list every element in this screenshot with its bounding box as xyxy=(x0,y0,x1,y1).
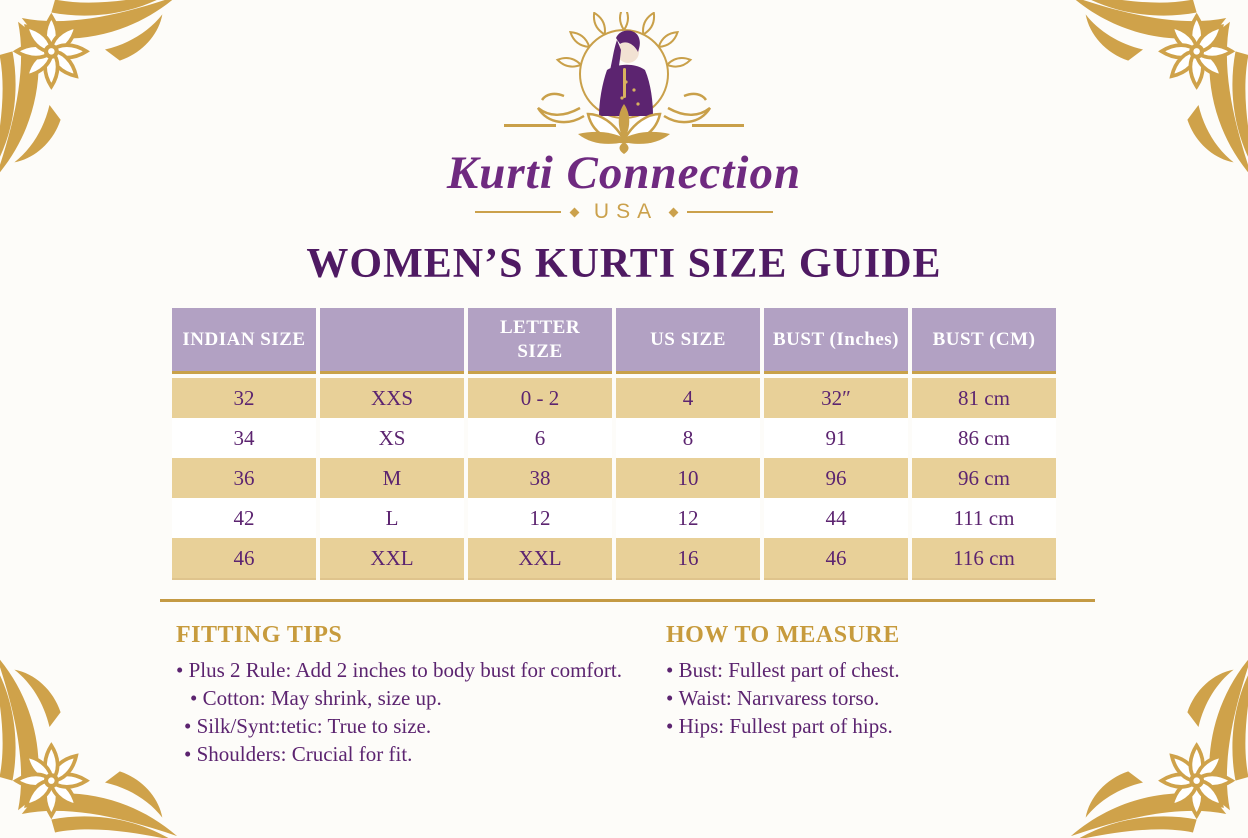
table-row xyxy=(172,538,1056,580)
table-row xyxy=(172,458,1056,498)
table-cell: 34 xyxy=(172,418,316,458)
header-indian-size: INDIAN SIZE xyxy=(172,308,316,374)
fitting-tip-item: • Shoulders: Crucial for fit. xyxy=(184,740,676,768)
table-cell: 44 xyxy=(764,498,908,538)
table-cell: 86 cm xyxy=(912,418,1056,458)
table-cell: 91 xyxy=(764,418,908,458)
page-title: WOMEN’S KURTI SIZE GUIDE xyxy=(306,241,942,287)
brand-wordmark: Kurti Connection xyxy=(446,147,802,199)
how-to-measure-title: HOW TO MEASURE xyxy=(666,622,900,648)
table-cell: 96 cm xyxy=(912,458,1056,498)
table-cell: 32″ xyxy=(764,378,908,418)
table-cell: 46 xyxy=(764,538,908,580)
table-body xyxy=(172,378,1056,580)
left-rule xyxy=(475,211,561,213)
measure-item: • Bust: Fullest part of chest. xyxy=(666,656,1106,684)
table-row xyxy=(172,418,1056,458)
table-cell: 6 xyxy=(468,418,612,458)
table-cell: 42 xyxy=(172,498,316,538)
table-cell: 38 xyxy=(468,458,612,498)
diamond-icon xyxy=(569,207,579,217)
fitting-tips-section xyxy=(176,622,676,768)
fitting-tips-list xyxy=(176,656,676,768)
table-cell: XXL xyxy=(468,538,612,580)
header-bust-cm: BUST (CM) xyxy=(912,308,1056,374)
table-cell: 32 xyxy=(172,378,316,418)
fitting-tip-item: • Silk/Synt:tetic: True to size. xyxy=(184,712,676,740)
table-cell: 12 xyxy=(616,498,760,538)
brand-country-row xyxy=(0,201,1248,223)
lotus-woman-emblem-icon xyxy=(504,12,744,154)
table-cell: 12 xyxy=(468,498,612,538)
fitting-tips-title: FITTING TIPS xyxy=(176,622,343,648)
how-to-measure-list xyxy=(666,656,1106,740)
table-cell: 36 xyxy=(172,458,316,498)
table-cell: 10 xyxy=(616,458,760,498)
measure-item: • Waist: Narıvaress torso. xyxy=(666,684,1106,712)
table-cell: L xyxy=(320,498,464,538)
brand-country: USA xyxy=(593,200,659,223)
header-us-size: US SIZE xyxy=(616,308,760,374)
table-cell: 81 cm xyxy=(912,378,1056,418)
table-cell: 46 xyxy=(172,538,316,580)
header-letter-size: LETTER SIZE xyxy=(468,308,612,374)
gold-section-divider xyxy=(160,599,1095,602)
measure-item: • Hips: Fullest part of hips. xyxy=(666,712,1106,740)
table-header-row xyxy=(172,308,1056,374)
right-rule xyxy=(687,211,773,213)
fitting-tip-item: • Plus 2 Rule: Add 2 inches to body bust for comfort. xyxy=(176,656,676,684)
corner-floral-ornament-bottom-left xyxy=(0,653,179,838)
table-cell: XXL xyxy=(320,538,464,580)
table-cell: M xyxy=(320,458,464,498)
table-cell: 116 cm xyxy=(912,538,1056,580)
how-to-measure-section xyxy=(666,622,1106,740)
header-bust-inches: BUST (Inches) xyxy=(764,308,908,374)
size-guide-table xyxy=(172,308,1056,580)
header-blank xyxy=(320,308,464,374)
table-cell: XS xyxy=(320,418,464,458)
table-cell: 96 xyxy=(764,458,908,498)
diamond-icon xyxy=(669,207,679,217)
fitting-tip-item: • Cotton: May shrink, size up. xyxy=(190,684,676,712)
table-row xyxy=(172,378,1056,418)
table-cell: 0 - 2 xyxy=(468,378,612,418)
table-cell: 16 xyxy=(616,538,760,580)
table-cell: 4 xyxy=(616,378,760,418)
table-cell: 8 xyxy=(616,418,760,458)
table-row xyxy=(172,498,1056,538)
table-cell: 111 cm xyxy=(912,498,1056,538)
table-cell: XXS xyxy=(320,378,464,418)
